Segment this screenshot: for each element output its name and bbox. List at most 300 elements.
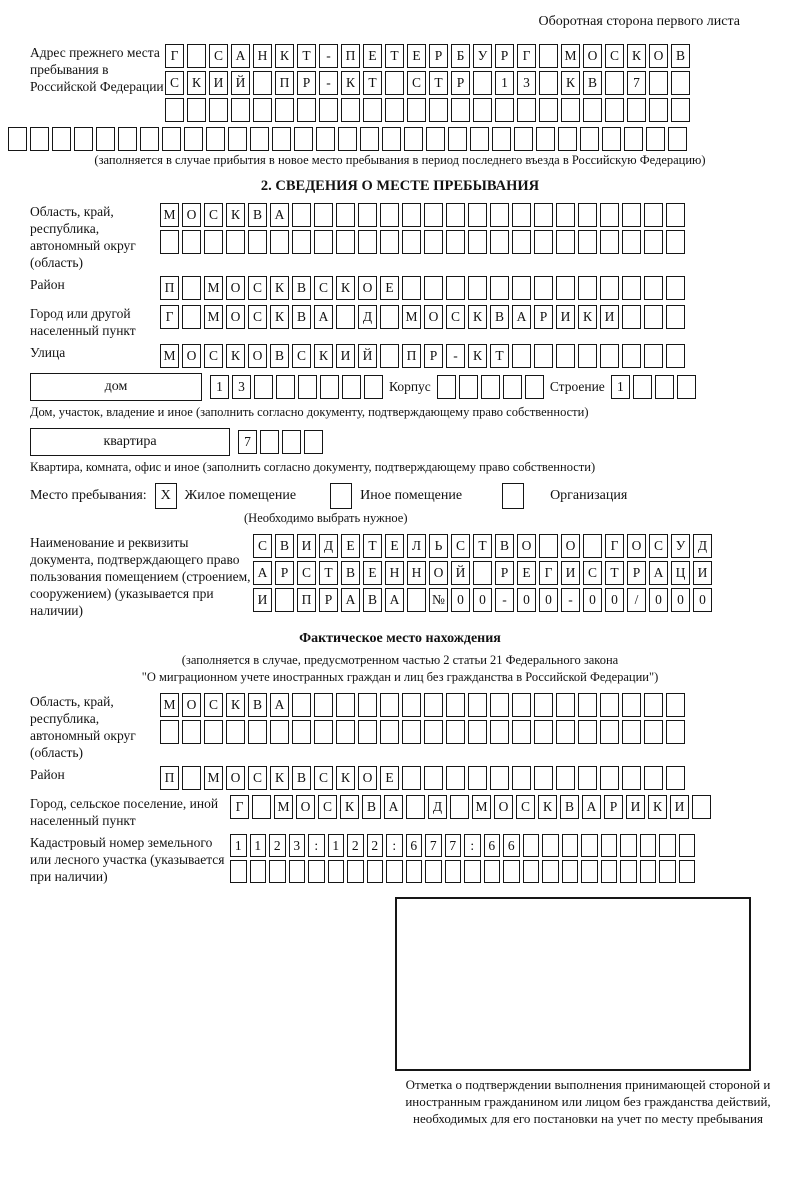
char-box bbox=[622, 305, 641, 329]
actual-location-title: Фактическое место нахождения bbox=[299, 631, 501, 646]
char-box bbox=[314, 693, 333, 717]
char-box: С bbox=[248, 305, 267, 329]
char-box bbox=[182, 276, 201, 300]
char-box: Е bbox=[363, 44, 382, 68]
char-box: С bbox=[446, 305, 465, 329]
char-box: О bbox=[429, 561, 448, 585]
cadastral-label: Кадастровый номер земельного или лесного участка (указывается при наличии) bbox=[30, 835, 225, 884]
char-box bbox=[578, 276, 597, 300]
char-box: О bbox=[182, 203, 201, 227]
char-box bbox=[226, 720, 245, 744]
char-box bbox=[622, 344, 641, 368]
char-box: Т bbox=[297, 44, 316, 68]
char-box bbox=[424, 203, 443, 227]
char-row bbox=[160, 305, 685, 329]
char-row bbox=[230, 834, 695, 857]
char-box bbox=[490, 766, 509, 790]
char-box: И bbox=[297, 534, 316, 558]
char-box bbox=[386, 860, 403, 883]
section2-title: 2. СВЕДЕНИЯ О МЕСТЕ ПРЕБЫВАНИЯ bbox=[260, 178, 540, 194]
char-box bbox=[605, 98, 624, 122]
char-box bbox=[297, 98, 316, 122]
char-box bbox=[605, 71, 624, 95]
char-box: И bbox=[626, 795, 645, 819]
cadastral-field bbox=[8, 834, 792, 885]
char-box: Р bbox=[604, 795, 623, 819]
char-box: К bbox=[275, 44, 294, 68]
char-box bbox=[644, 305, 663, 329]
char-box: Т bbox=[605, 561, 624, 585]
char-row bbox=[160, 276, 685, 300]
char-box: М bbox=[274, 795, 293, 819]
char-box bbox=[451, 98, 470, 122]
char-box: С bbox=[451, 534, 470, 558]
char-box: Т bbox=[363, 71, 382, 95]
char-box bbox=[358, 230, 377, 254]
char-box bbox=[336, 203, 355, 227]
char-box bbox=[450, 795, 469, 819]
char-box bbox=[424, 693, 443, 717]
char-box bbox=[468, 693, 487, 717]
char-box: С bbox=[248, 766, 267, 790]
actual-region-label: Область, край, республика, автономный округ (область) bbox=[30, 694, 136, 760]
char-box bbox=[578, 230, 597, 254]
char-box bbox=[336, 693, 355, 717]
char-row bbox=[165, 44, 690, 68]
char-box: А bbox=[253, 561, 272, 585]
char-box: И bbox=[670, 795, 689, 819]
char-box bbox=[269, 860, 286, 883]
char-box: 0 bbox=[693, 588, 712, 612]
char-box bbox=[446, 230, 465, 254]
region-label: Область, край, республика, автономный округ (область) bbox=[30, 204, 136, 270]
stroenie-cells bbox=[611, 375, 696, 399]
char-box bbox=[52, 127, 71, 151]
char-box bbox=[380, 693, 399, 717]
char-row bbox=[160, 693, 685, 717]
char-box: С bbox=[314, 766, 333, 790]
char-box: У bbox=[671, 534, 690, 558]
char-box: Е bbox=[407, 44, 426, 68]
char-box: О bbox=[358, 766, 377, 790]
char-box: О bbox=[627, 534, 646, 558]
document-field bbox=[8, 534, 792, 619]
char-box: П bbox=[341, 44, 360, 68]
char-box: А bbox=[385, 588, 404, 612]
char-box bbox=[666, 203, 685, 227]
char-box: П bbox=[160, 276, 179, 300]
other-premises-label: Иное помещение bbox=[360, 488, 463, 503]
char-box: А bbox=[512, 305, 531, 329]
char-box bbox=[649, 98, 668, 122]
char-row bbox=[160, 344, 685, 368]
char-box bbox=[666, 720, 685, 744]
char-box: П bbox=[275, 71, 294, 95]
char-box: Т bbox=[385, 44, 404, 68]
char-box: Р bbox=[627, 561, 646, 585]
char-box: С bbox=[318, 795, 337, 819]
char-box bbox=[182, 720, 201, 744]
char-box: К bbox=[270, 766, 289, 790]
house-row bbox=[8, 373, 792, 401]
char-box bbox=[490, 203, 509, 227]
char-box bbox=[666, 766, 685, 790]
house-number-cells bbox=[210, 375, 383, 399]
char-box bbox=[659, 860, 676, 883]
char-box: М bbox=[160, 693, 179, 717]
char-box bbox=[367, 860, 384, 883]
char-box bbox=[627, 98, 646, 122]
char-box bbox=[562, 834, 579, 857]
char-box bbox=[30, 127, 49, 151]
char-row bbox=[230, 860, 695, 883]
char-box bbox=[464, 860, 481, 883]
char-box: Е bbox=[385, 534, 404, 558]
char-box bbox=[402, 203, 421, 227]
char-box bbox=[276, 375, 295, 399]
char-box bbox=[468, 720, 487, 744]
char-box: П bbox=[402, 344, 421, 368]
char-box bbox=[556, 276, 575, 300]
char-box bbox=[534, 344, 553, 368]
char-box: 0 bbox=[671, 588, 690, 612]
char-box bbox=[644, 720, 663, 744]
char-box bbox=[473, 98, 492, 122]
char-box bbox=[473, 561, 492, 585]
char-box: С bbox=[649, 534, 668, 558]
char-box: Г bbox=[230, 795, 249, 819]
char-box bbox=[633, 375, 652, 399]
city-label: Город или другой населенный пункт bbox=[30, 306, 136, 338]
char-box: С bbox=[204, 344, 223, 368]
char-row bbox=[165, 98, 690, 122]
char-box: С bbox=[292, 344, 311, 368]
char-box: 1 bbox=[328, 834, 345, 857]
char-box bbox=[248, 230, 267, 254]
char-box: М bbox=[204, 276, 223, 300]
char-box bbox=[404, 127, 423, 151]
char-box: С bbox=[407, 71, 426, 95]
char-box bbox=[556, 203, 575, 227]
residential-checkbox: X bbox=[155, 483, 177, 509]
char-box: 0 bbox=[583, 588, 602, 612]
char-box: 1 bbox=[210, 375, 229, 399]
char-box: 3 bbox=[232, 375, 251, 399]
char-box bbox=[250, 860, 267, 883]
char-box bbox=[402, 230, 421, 254]
char-box bbox=[679, 834, 696, 857]
char-box bbox=[583, 98, 602, 122]
char-box: К bbox=[538, 795, 557, 819]
char-box bbox=[692, 795, 711, 819]
char-box: И bbox=[209, 71, 228, 95]
char-box bbox=[512, 344, 531, 368]
char-box: 2 bbox=[269, 834, 286, 857]
char-box: А bbox=[314, 305, 333, 329]
char-box: С bbox=[165, 71, 184, 95]
char-box bbox=[492, 127, 511, 151]
city-field bbox=[8, 305, 792, 339]
char-box: А bbox=[341, 588, 360, 612]
residential-label: Жилое помещение bbox=[184, 488, 297, 503]
char-box: М bbox=[204, 305, 223, 329]
char-box: Р bbox=[451, 71, 470, 95]
char-box bbox=[666, 344, 685, 368]
char-box: Р bbox=[319, 588, 338, 612]
char-box bbox=[270, 720, 289, 744]
char-box: П bbox=[160, 766, 179, 790]
char-box bbox=[341, 98, 360, 122]
char-box: 0 bbox=[539, 588, 558, 612]
char-box bbox=[512, 230, 531, 254]
char-box bbox=[490, 276, 509, 300]
char-box bbox=[382, 127, 401, 151]
char-box bbox=[402, 766, 421, 790]
char-box: К bbox=[468, 305, 487, 329]
prev-address-note: (заполняется в случае прибытия в новое место пребывания в период последнего въезда в Российскую Федерацию) bbox=[94, 153, 706, 167]
char-box bbox=[580, 127, 599, 151]
char-box: В bbox=[292, 305, 311, 329]
char-box bbox=[314, 230, 333, 254]
char-box bbox=[644, 766, 663, 790]
char-box bbox=[406, 860, 423, 883]
char-box bbox=[600, 720, 619, 744]
char-box bbox=[620, 834, 637, 857]
char-box: 0 bbox=[451, 588, 470, 612]
char-box bbox=[602, 127, 621, 151]
char-box bbox=[182, 766, 201, 790]
char-box: И bbox=[561, 561, 580, 585]
char-box bbox=[289, 860, 306, 883]
char-box: Г bbox=[539, 561, 558, 585]
char-box: В bbox=[363, 588, 382, 612]
char-box bbox=[363, 98, 382, 122]
char-box: 1 bbox=[250, 834, 267, 857]
char-box: 7 bbox=[627, 71, 646, 95]
char-box: Н bbox=[407, 561, 426, 585]
char-box: 7 bbox=[445, 834, 462, 857]
char-row bbox=[253, 588, 712, 612]
char-box bbox=[165, 98, 184, 122]
korpus-cells bbox=[437, 375, 544, 399]
char-box bbox=[336, 305, 355, 329]
char-box bbox=[644, 230, 663, 254]
char-box: А bbox=[231, 44, 250, 68]
char-box bbox=[187, 98, 206, 122]
char-box bbox=[671, 71, 690, 95]
char-box bbox=[342, 375, 361, 399]
korpus-label: Корпус bbox=[389, 379, 431, 394]
char-box: О bbox=[561, 534, 580, 558]
char-box: О bbox=[226, 276, 245, 300]
char-box bbox=[424, 276, 443, 300]
stamp-box bbox=[395, 897, 751, 1071]
char-box bbox=[407, 588, 426, 612]
char-box: К bbox=[648, 795, 667, 819]
char-box bbox=[160, 720, 179, 744]
char-box bbox=[644, 203, 663, 227]
char-box: Р bbox=[424, 344, 443, 368]
char-box bbox=[206, 127, 225, 151]
char-box: - bbox=[561, 588, 580, 612]
char-box: / bbox=[627, 588, 646, 612]
char-box bbox=[250, 127, 269, 151]
char-box bbox=[336, 720, 355, 744]
char-box bbox=[204, 720, 223, 744]
char-box: И bbox=[600, 305, 619, 329]
char-box bbox=[96, 127, 115, 151]
char-box: У bbox=[473, 44, 492, 68]
char-box: - bbox=[495, 588, 514, 612]
char-box bbox=[160, 230, 179, 254]
char-box: - bbox=[446, 344, 465, 368]
char-box bbox=[385, 98, 404, 122]
char-box: : bbox=[464, 834, 481, 857]
actual-district-field bbox=[8, 766, 792, 790]
actual-location-note2: "О миграционном учете иностранных граждан и лиц без гражданства в Российской Федерации") bbox=[141, 670, 659, 684]
char-box: Т bbox=[429, 71, 448, 95]
char-box bbox=[600, 276, 619, 300]
char-box bbox=[646, 127, 665, 151]
char-box: Р bbox=[275, 561, 294, 585]
char-box bbox=[228, 127, 247, 151]
char-box: С bbox=[253, 534, 272, 558]
char-box: С bbox=[248, 276, 267, 300]
stay-type-note: (Необходимо выбрать нужное) bbox=[244, 511, 408, 525]
char-box bbox=[338, 127, 357, 151]
char-box bbox=[539, 98, 558, 122]
char-box bbox=[184, 127, 203, 151]
char-box: Н bbox=[253, 44, 272, 68]
char-box: Ь bbox=[429, 534, 448, 558]
char-box: И bbox=[693, 561, 712, 585]
char-box bbox=[556, 344, 575, 368]
char-box: К bbox=[468, 344, 487, 368]
char-box bbox=[385, 71, 404, 95]
char-box: Е bbox=[380, 276, 399, 300]
char-box: 3 bbox=[289, 834, 306, 857]
char-box: И bbox=[336, 344, 355, 368]
char-box: О bbox=[583, 44, 602, 68]
apartment-cells bbox=[238, 430, 323, 454]
district-field bbox=[8, 276, 792, 300]
char-box bbox=[347, 860, 364, 883]
char-box bbox=[622, 230, 641, 254]
char-box bbox=[230, 860, 247, 883]
char-box bbox=[209, 98, 228, 122]
char-box bbox=[275, 588, 294, 612]
char-box bbox=[644, 693, 663, 717]
char-box bbox=[118, 127, 137, 151]
region-field bbox=[8, 203, 792, 271]
char-box: Г bbox=[160, 305, 179, 329]
char-box bbox=[328, 860, 345, 883]
char-box bbox=[380, 203, 399, 227]
char-box: Л bbox=[407, 534, 426, 558]
char-box: В bbox=[362, 795, 381, 819]
char-box: О bbox=[517, 534, 536, 558]
char-box: А bbox=[582, 795, 601, 819]
char-box: В bbox=[341, 561, 360, 585]
stamp-area bbox=[395, 897, 781, 1127]
char-box bbox=[556, 230, 575, 254]
document-label: Наименование и реквизиты документа, подтверждающего право пользования помещением (строением, сооружением) (указывается при наличии) bbox=[30, 535, 251, 618]
char-box: А bbox=[270, 203, 289, 227]
char-box bbox=[446, 693, 465, 717]
char-box: Е bbox=[363, 561, 382, 585]
char-box bbox=[679, 860, 696, 883]
char-box: И bbox=[556, 305, 575, 329]
char-box: К bbox=[578, 305, 597, 329]
char-box bbox=[402, 693, 421, 717]
char-box: А bbox=[649, 561, 668, 585]
char-box bbox=[226, 230, 245, 254]
char-box bbox=[556, 720, 575, 744]
char-box bbox=[578, 203, 597, 227]
char-box bbox=[583, 534, 602, 558]
char-box bbox=[600, 766, 619, 790]
char-box bbox=[402, 720, 421, 744]
char-box: 0 bbox=[649, 588, 668, 612]
char-box: В bbox=[270, 344, 289, 368]
char-box bbox=[424, 766, 443, 790]
char-box: Т bbox=[490, 344, 509, 368]
char-box bbox=[484, 860, 501, 883]
char-box: О bbox=[226, 305, 245, 329]
char-box: Р bbox=[297, 71, 316, 95]
char-box bbox=[512, 693, 531, 717]
char-box: М bbox=[160, 344, 179, 368]
char-box bbox=[294, 127, 313, 151]
char-box: 2 bbox=[347, 834, 364, 857]
char-box bbox=[253, 98, 272, 122]
char-box bbox=[468, 203, 487, 227]
char-box bbox=[270, 230, 289, 254]
char-box: С bbox=[583, 561, 602, 585]
char-box bbox=[292, 203, 311, 227]
char-box: В bbox=[248, 693, 267, 717]
char-box bbox=[380, 305, 399, 329]
char-box: 1 bbox=[495, 71, 514, 95]
char-box bbox=[525, 375, 544, 399]
char-box bbox=[562, 860, 579, 883]
char-box: В bbox=[275, 534, 294, 558]
char-box bbox=[624, 127, 643, 151]
char-box: Г bbox=[517, 44, 536, 68]
char-box: В bbox=[560, 795, 579, 819]
prev-address-label: Адрес прежнего места пребывания в Российской Федерации bbox=[30, 45, 164, 94]
char-box bbox=[468, 276, 487, 300]
char-box: П bbox=[297, 588, 316, 612]
actual-city-label: Город, сельское поселение, иной населенный пункт bbox=[30, 796, 219, 828]
char-row bbox=[160, 230, 685, 254]
char-box bbox=[620, 860, 637, 883]
street-field bbox=[8, 344, 792, 368]
char-box bbox=[600, 230, 619, 254]
char-box bbox=[542, 834, 559, 857]
char-box bbox=[578, 693, 597, 717]
stay-type-label: Место пребывания: bbox=[30, 488, 147, 503]
char-box: 0 bbox=[605, 588, 624, 612]
char-box: В bbox=[292, 276, 311, 300]
char-box bbox=[601, 834, 618, 857]
char-box: К bbox=[226, 344, 245, 368]
char-box bbox=[556, 766, 575, 790]
char-box bbox=[402, 276, 421, 300]
char-box: В bbox=[490, 305, 509, 329]
char-box bbox=[534, 203, 553, 227]
char-box bbox=[358, 203, 377, 227]
